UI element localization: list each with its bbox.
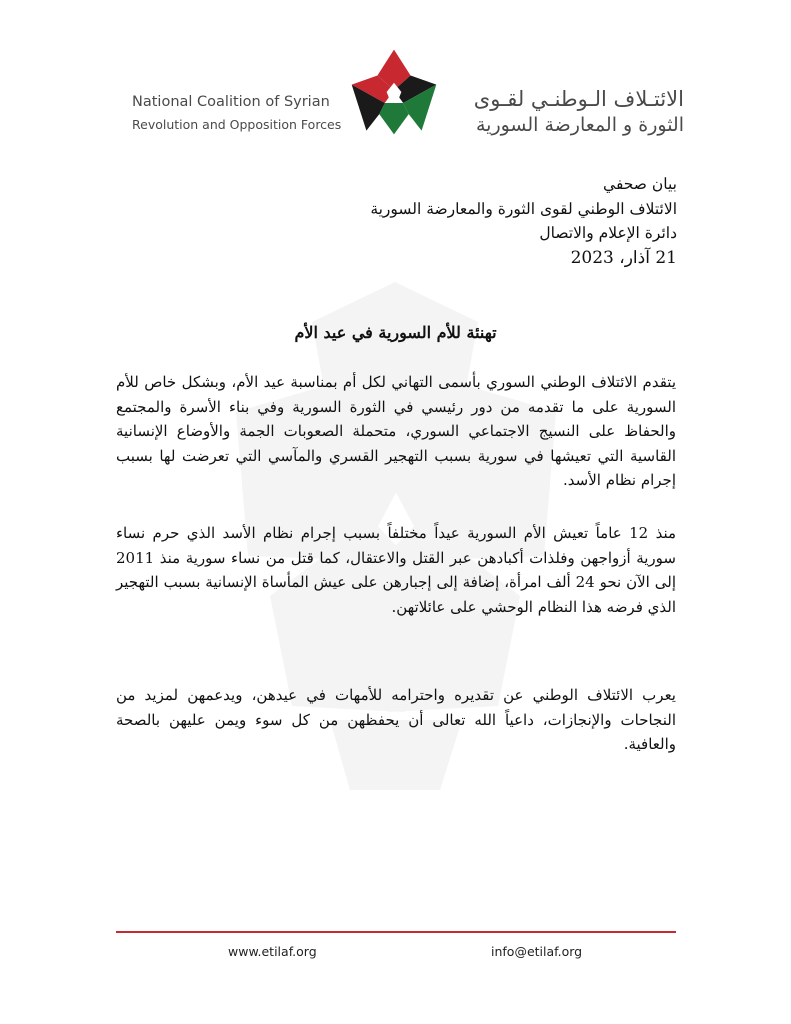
paragraph-3: يعرب الائتلاف الوطني عن تقديره واحترامه للأمهات في عيدهن، ويدعمهن لمزيد من النجاحات والإنجازات، داعياً الله تعالى أن يحفظهن من كل سوء ويمن عليهن بالصحة والعافية.: [116, 686, 676, 753]
org-name-arabic-line1: الائتـلاف الـوطنـي لقـوى: [473, 87, 684, 111]
document-type: بيان صحفي: [603, 175, 677, 193]
department: دائرة الإعلام والاتصال: [539, 224, 677, 242]
paragraph-2: منذ 12 عاماً تعيش الأم السورية عيداً مختلفاً بسبب إجرام نظام الأسد الذي حرم نساء سورية أزواجهن وفلذات أكبادهن عبر القتل والاعتقال، كما قتل من نساء سورية منذ 2011 إلى الآن نحو 24 ألف امرأة، إضافة إلى إجبارهن على عيش المأساة الإنسانية بسبب التهجير الذي فرضه هذا النظام الوحشي على عائلاتهن.: [116, 524, 677, 616]
org-name-arabic: [444, 86, 684, 138]
org-name-english: [132, 92, 352, 135]
release-date: 21 آذار، 2023: [570, 247, 677, 268]
org-name-arabic-line2: الثورة و المعارضة السورية: [475, 114, 684, 136]
footer-website-link[interactable]: www.etilaf.org: [228, 944, 317, 959]
document-title: تهنئة للأم السورية في عيد الأم: [294, 323, 497, 342]
issuing-organization: الائتلاف الوطني لقوى الثورة والمعارضة السورية: [370, 199, 677, 218]
org-name-english-line1: National Coalition of Syrian: [132, 94, 330, 110]
org-name-english-line2: Revolution and Opposition Forces: [132, 117, 342, 132]
press-release-meta: [277, 172, 677, 270]
footer-divider: [116, 931, 676, 933]
paragraph-1: يتقدم الائتلاف الوطني السوري بأسمى التهاني لكل أم بمناسبة عيد الأم، وبشكل خاص للأم السورية على ما تقدمه من دور رئيسي في الثورة السورية وفي بناء الأسرة والمجتمع والحفاظ على النسيج الاجتماعي السوري، متحملة الصعوبات الجمة والأوضاع الإنسانية القاسية التي تعيشها في سورية بسبب التهجير القسري والمآسي التي تعرضت لها بسبب إجرام نظام الأسد.: [116, 373, 676, 489]
coalition-star-logo-icon: [348, 46, 440, 138]
footer-email-link[interactable]: info@etilaf.org: [491, 944, 583, 959]
